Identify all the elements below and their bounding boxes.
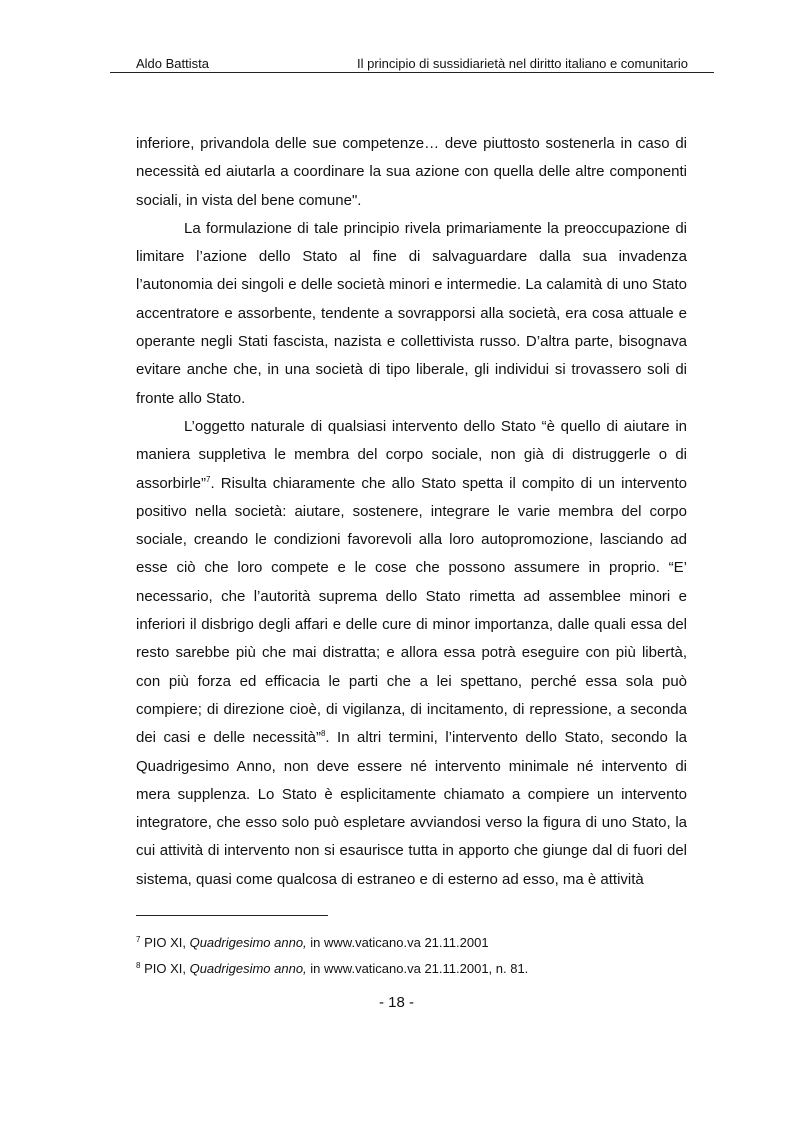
footnote-ref-8[interactable]: 8 (320, 729, 326, 739)
footnote-work: Quadrigesimo anno, (189, 935, 307, 950)
paragraph-3-part-3: . In altri termini, l’intervento dello Stato, secondo la Quadrigesimo Anno, non deve essere né intervento minimale né intervento di mera supplenza. Lo Stato è esplicitamente chiamato a compiere un intervento integratore, che esso solo può espletare avviandosi verso la figura di uno Stato, la cui attività di intervento non si esaurisce tutta in apporto che giunge dal di fuori del sistema, quasi come qualcosa di estraneo e di esterno ad esso, ma è attività (136, 729, 687, 888)
footnote-author: PIO XI, (144, 935, 190, 950)
footnote-8 (136, 956, 696, 982)
footnote-separator (136, 915, 328, 916)
paragraph-1: inferiore, privandola delle sue competenze… deve piuttosto sostenerla in caso di necessità ed aiutarla a coordinare la sua azione con quella delle altre componenti sociali, in vista del bene comune". (136, 135, 687, 209)
footnote-ref-7[interactable]: 7 (206, 474, 211, 484)
footnote-source: in www.vaticano.va 21.11.2001, n. 81. (306, 961, 529, 976)
header-title: Il principio di sussidiarietà nel diritto italiano e comunitario (357, 56, 688, 71)
footnotes (136, 930, 696, 982)
body-text (136, 130, 687, 894)
page-number: - 18 - (378, 994, 414, 1011)
footnote-work: Quadrigesimo anno, (189, 961, 307, 976)
paragraph-2: La formulazione di tale principio rivela primariamente la preoccupazione di limitare l’azione dello Stato al fine di salvaguardare dalla sua invadenza l’autonomia dei singoli e delle società minori e intermedie. La calamità di uno Stato accentratore e assorbente, tendente a sovrapporsi alla società, era cosa attuale e operante negli Stati fascista, nazista e collettivista russo. D’altra parte, bisognava evitare anche che, in una società di tipo liberale, gli individui si trovassero soli di fronte allo Stato. (136, 219, 687, 407)
header-author: Aldo Battista (136, 56, 209, 71)
footnote-7 (136, 930, 696, 956)
footnote-number: 8 (136, 961, 141, 970)
paragraph-3 (136, 413, 687, 894)
footnote-source: in www.vaticano.va 21.11.2001 (306, 935, 489, 950)
paragraph-3-part-1: L’oggetto naturale di qualsiasi intervento dello Stato “è quello di aiutare in maniera suppletiva le membra del corpo sociale, non già di distruggerle o di assorbirle” (136, 417, 687, 492)
paragraph-3-part-2: . Risulta chiaramente che allo Stato spetta il compito di un intervento positivo nella società: aiutare, sostenere, integrare le varie membra del corpo sociale, creando le condizioni favorevoli alla loro autopromozione, lasciando ad esse ciò che loro compete e le cose che possono assumere in proprio. “E’ necessario, che l’autorità suprema dello Stato rimetta ad assemblee minori e inferiori il disbrigo degli affari e delle cure di minor importanza, dalle quali essa del resto sarebbe più che mai distratta; e allora essa potrà eseguire con più libertà, con più forza ed efficacia le parti che a lei spettano, perché essa sola può compiere; di direzione cioè, di vigilanza, di incitamento, di repressione, a seconda dei casi e delle necessità” (136, 474, 687, 747)
footnote-author: PIO XI, (144, 961, 190, 976)
footnote-number: 7 (136, 935, 141, 944)
page-header (110, 50, 714, 73)
